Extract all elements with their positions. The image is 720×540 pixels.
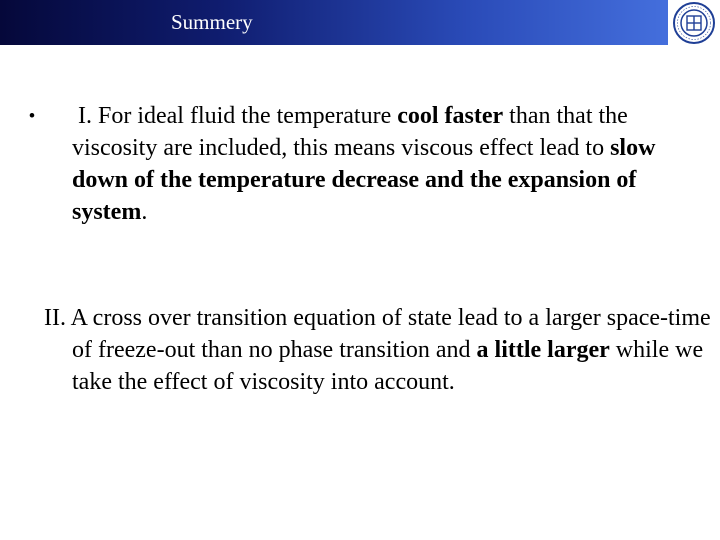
point2-text-a: II. A cross over transition equation of state lead to a larger space-time of freeze-out than no phase transition and xyxy=(44,305,711,363)
point1-text-a: I. For ideal fluid the temperature xyxy=(78,103,398,129)
point1-bold-b: slow down of the temperature decrease and the expansion of system xyxy=(72,135,656,225)
point2-text-b: while we take the effect of viscosity into account. xyxy=(72,337,704,395)
slide-title: Summery xyxy=(171,10,253,34)
point2-bold-a: a little larger xyxy=(476,337,610,363)
point1-text-b: than that the viscosity are included, this means viscous effect lead to xyxy=(72,103,628,161)
point1-bold-a: cool faster xyxy=(397,103,504,129)
point1-text-c: . xyxy=(141,199,148,225)
summary-point-1 xyxy=(72,100,692,228)
bullet-point-1: • xyxy=(29,106,35,125)
summary-point-2 xyxy=(44,302,712,398)
